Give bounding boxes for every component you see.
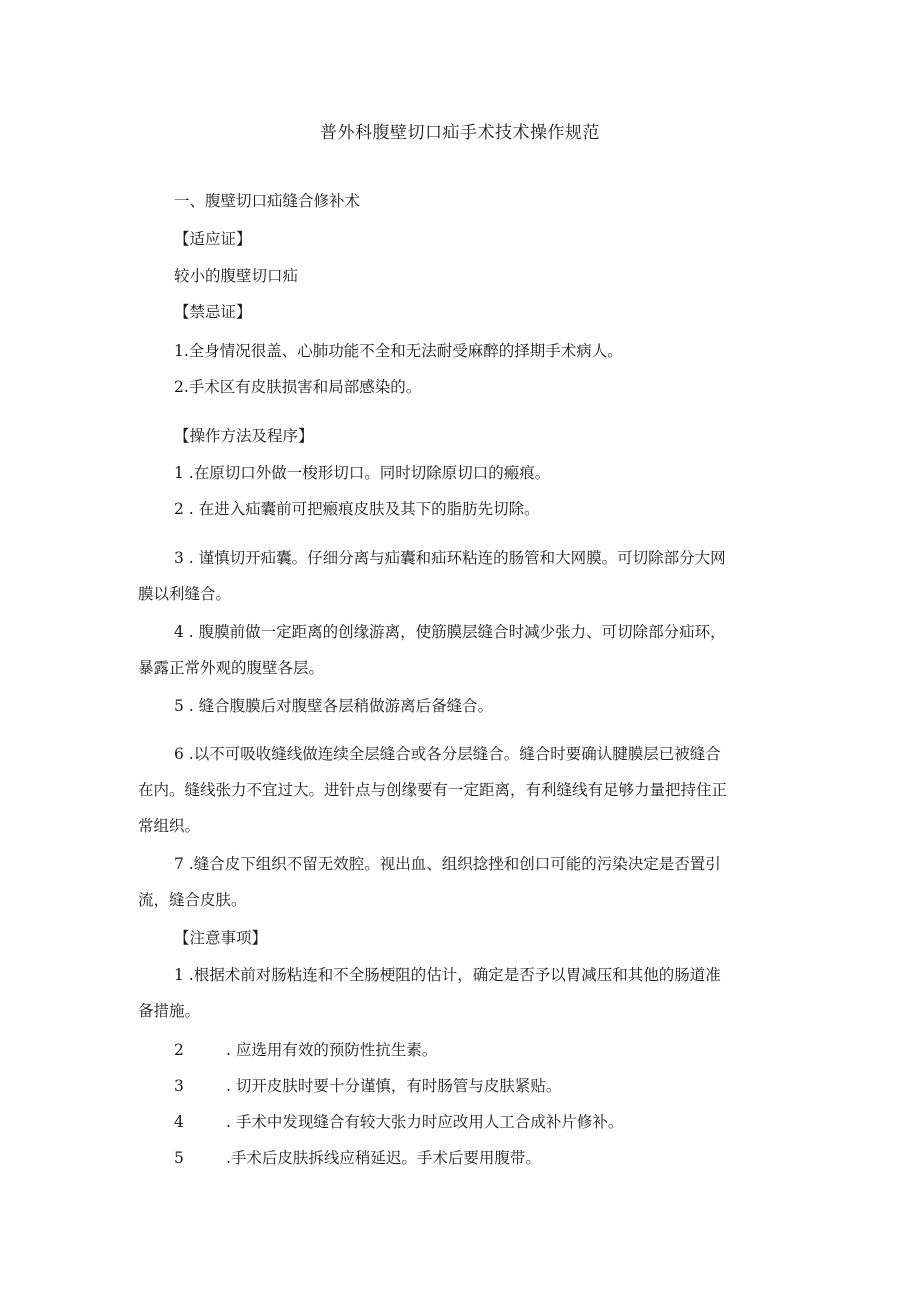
contraindication-item: 1.全身情况很盖、心肺功能不全和无法耐受麻醉的择期手术病人。 <box>174 342 623 360</box>
note-item <box>174 1111 623 1133</box>
notes-label: 【注意事项】 <box>174 929 268 947</box>
note-item-continued: 备措施。 <box>138 1002 201 1020</box>
note-number: 2 <box>174 1041 184 1059</box>
procedure-step: 1 .在原切口外做一梭形切口。同时切除原切口的瘢痕。 <box>174 464 551 482</box>
contraindications-label: 【禁忌证】 <box>174 303 252 321</box>
note-text: . 应选用有效的预防性抗生素。 <box>226 1041 438 1059</box>
note-item <box>174 1075 561 1097</box>
note-text: . 手术中发现缝合有较大张力时应改用人工合成补片修补。 <box>226 1113 624 1131</box>
note-number: 3 <box>174 1077 184 1095</box>
procedure-step-continued: 流，缝合皮肤。 <box>138 891 247 909</box>
procedure-step-continued: 暴露正常外观的腹壁各层。 <box>138 659 325 677</box>
indications-text: 较小的腹壁切口疝 <box>174 267 299 285</box>
procedure-step: 3 . 谨慎切开疝囊。仔细分离与疝囊和疝环粘连的肠管和大网膜。可切除部分大网 <box>174 549 726 567</box>
procedure-step: 5 . 缝合腹膜后对腹壁各层稍做游离后备缝合。 <box>174 697 494 715</box>
note-text: . 切开皮肤时要十分谨慎，有时肠管与皮肤紧贴。 <box>226 1077 562 1095</box>
procedure-step: 2 . 在进入疝囊前可把瘢痕皮肤及其下的脂肪先切除。 <box>174 500 540 518</box>
procedure-step: 4 . 腹膜前做一定距离的创缘游离，使筋膜层缝合时减少张力、可切除部分疝环， <box>174 623 726 641</box>
procedure-step-continued: 在内。缝线张力不宜过大。进针点与创缘要有一定距离，有利缝线有足够力量把持住正 <box>138 781 728 799</box>
indications-label: 【适应证】 <box>174 230 252 248</box>
note-item: 1 .根据术前对肠粘连和不全肠梗阻的估计，确定是否予以胃减压和其他的肠道准 <box>174 966 721 984</box>
note-number: 4 <box>174 1113 184 1131</box>
procedure-step: 7 .缝合皮下组织不留无效腔。视出血、组织捻挫和创口可能的污染决定是否置引 <box>174 855 721 873</box>
procedure-step: 6 .以不可吸收缝线做连续全层缝合或各分层缝合。缝合时要确认腱膜层已被缝合 <box>174 745 721 763</box>
document-title: 普外科腹壁切口疝手术技术操作规范 <box>320 123 600 143</box>
procedure-step-continued: 膜以利缝合。 <box>138 585 232 603</box>
contraindication-item: 2.手术区有皮肤损害和局部感染的。 <box>174 378 422 396</box>
note-text: .手术后皮肤拆线应稍延迟。手术后要用腹带。 <box>226 1149 541 1167</box>
note-number: 5 <box>174 1149 184 1167</box>
note-item <box>174 1147 541 1169</box>
note-item <box>174 1039 437 1061</box>
section-heading: 一、腹壁切口疝缝合修补术 <box>174 192 361 210</box>
procedure-step-continued: 常组织。 <box>138 817 201 835</box>
procedure-label: 【操作方法及程序】 <box>174 427 314 445</box>
